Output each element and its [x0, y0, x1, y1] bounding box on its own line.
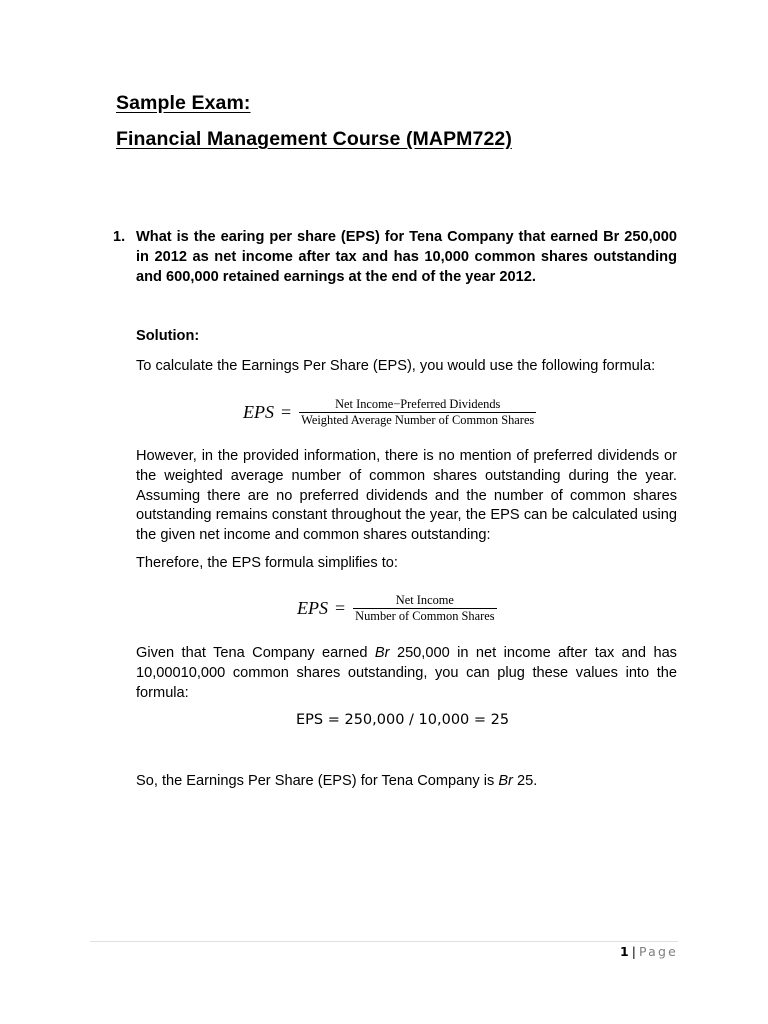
given-text-end: 250,000 in net income after tax and has 10,00010,000 common shares outstanding, you can plug these values into the formula: — [136, 645, 677, 701]
footer-divider — [90, 941, 678, 942]
formula-denominator: Number of Common Shares — [355, 609, 495, 623]
conclusion-text-start: So, the Earnings Per Share (EPS) for Tena Company is — [136, 773, 499, 789]
conclusion-text-end: 25. — [512, 773, 538, 789]
formula-denominator: Weighted Average Number of Common Shares — [301, 413, 535, 427]
eps-formula-full — [243, 398, 536, 427]
footer-separator: | — [631, 944, 636, 959]
explanation-paragraph: However, in the provided information, there is no mention of preferred dividends or the weighted average number of common shares outstanding during the year. Assuming there are no preferred dividends and the number of common shares outstanding remains constant throughout the year, the EPS can be calculated using the given net income and common shares outstanding: — [136, 448, 677, 544]
formula-fraction — [353, 594, 496, 623]
formula-numerator: Net Income — [395, 593, 454, 607]
currency-symbol: Br — [498, 773, 513, 789]
conclusion-paragraph — [136, 772, 677, 792]
eps-calculation: EPS = 250,000 / 10,000 = 25 — [296, 712, 510, 728]
solution-intro: To calculate the Earnings Per Share (EPS), you would use the following formula: — [136, 358, 656, 374]
given-values-paragraph — [136, 644, 677, 703]
page-number-footer — [620, 944, 678, 959]
formula-equals: = — [281, 402, 292, 422]
formula-equals: = — [335, 598, 346, 618]
page-number: 1 — [620, 944, 629, 959]
question-number: 1. — [113, 229, 126, 245]
course-title: Financial Management Course (MAPM722) — [116, 128, 512, 150]
page-label: Page — [638, 944, 678, 959]
formula-lhs: EPS — [243, 402, 274, 422]
eps-formula-simplified — [297, 594, 497, 623]
solution-heading: Solution: — [136, 328, 200, 344]
currency-symbol: Br — [374, 645, 390, 661]
exam-title: Sample Exam: — [116, 92, 251, 114]
given-text-start: Given that Tena Company earned — [136, 645, 375, 661]
formula-fraction — [299, 398, 536, 427]
formula-lhs: EPS — [297, 598, 328, 618]
simplification-intro: Therefore, the EPS formula simplifies to: — [136, 555, 398, 571]
formula-numerator: Net Income−Preferred Dividends — [335, 397, 501, 411]
question-text: What is the earing per share (EPS) for Tena Company that earned Br 250,000 in 2012 as net income after tax and has 10,000 common shares outstanding and 600,000 retained earnings at the end of the year 2012. — [136, 229, 677, 285]
